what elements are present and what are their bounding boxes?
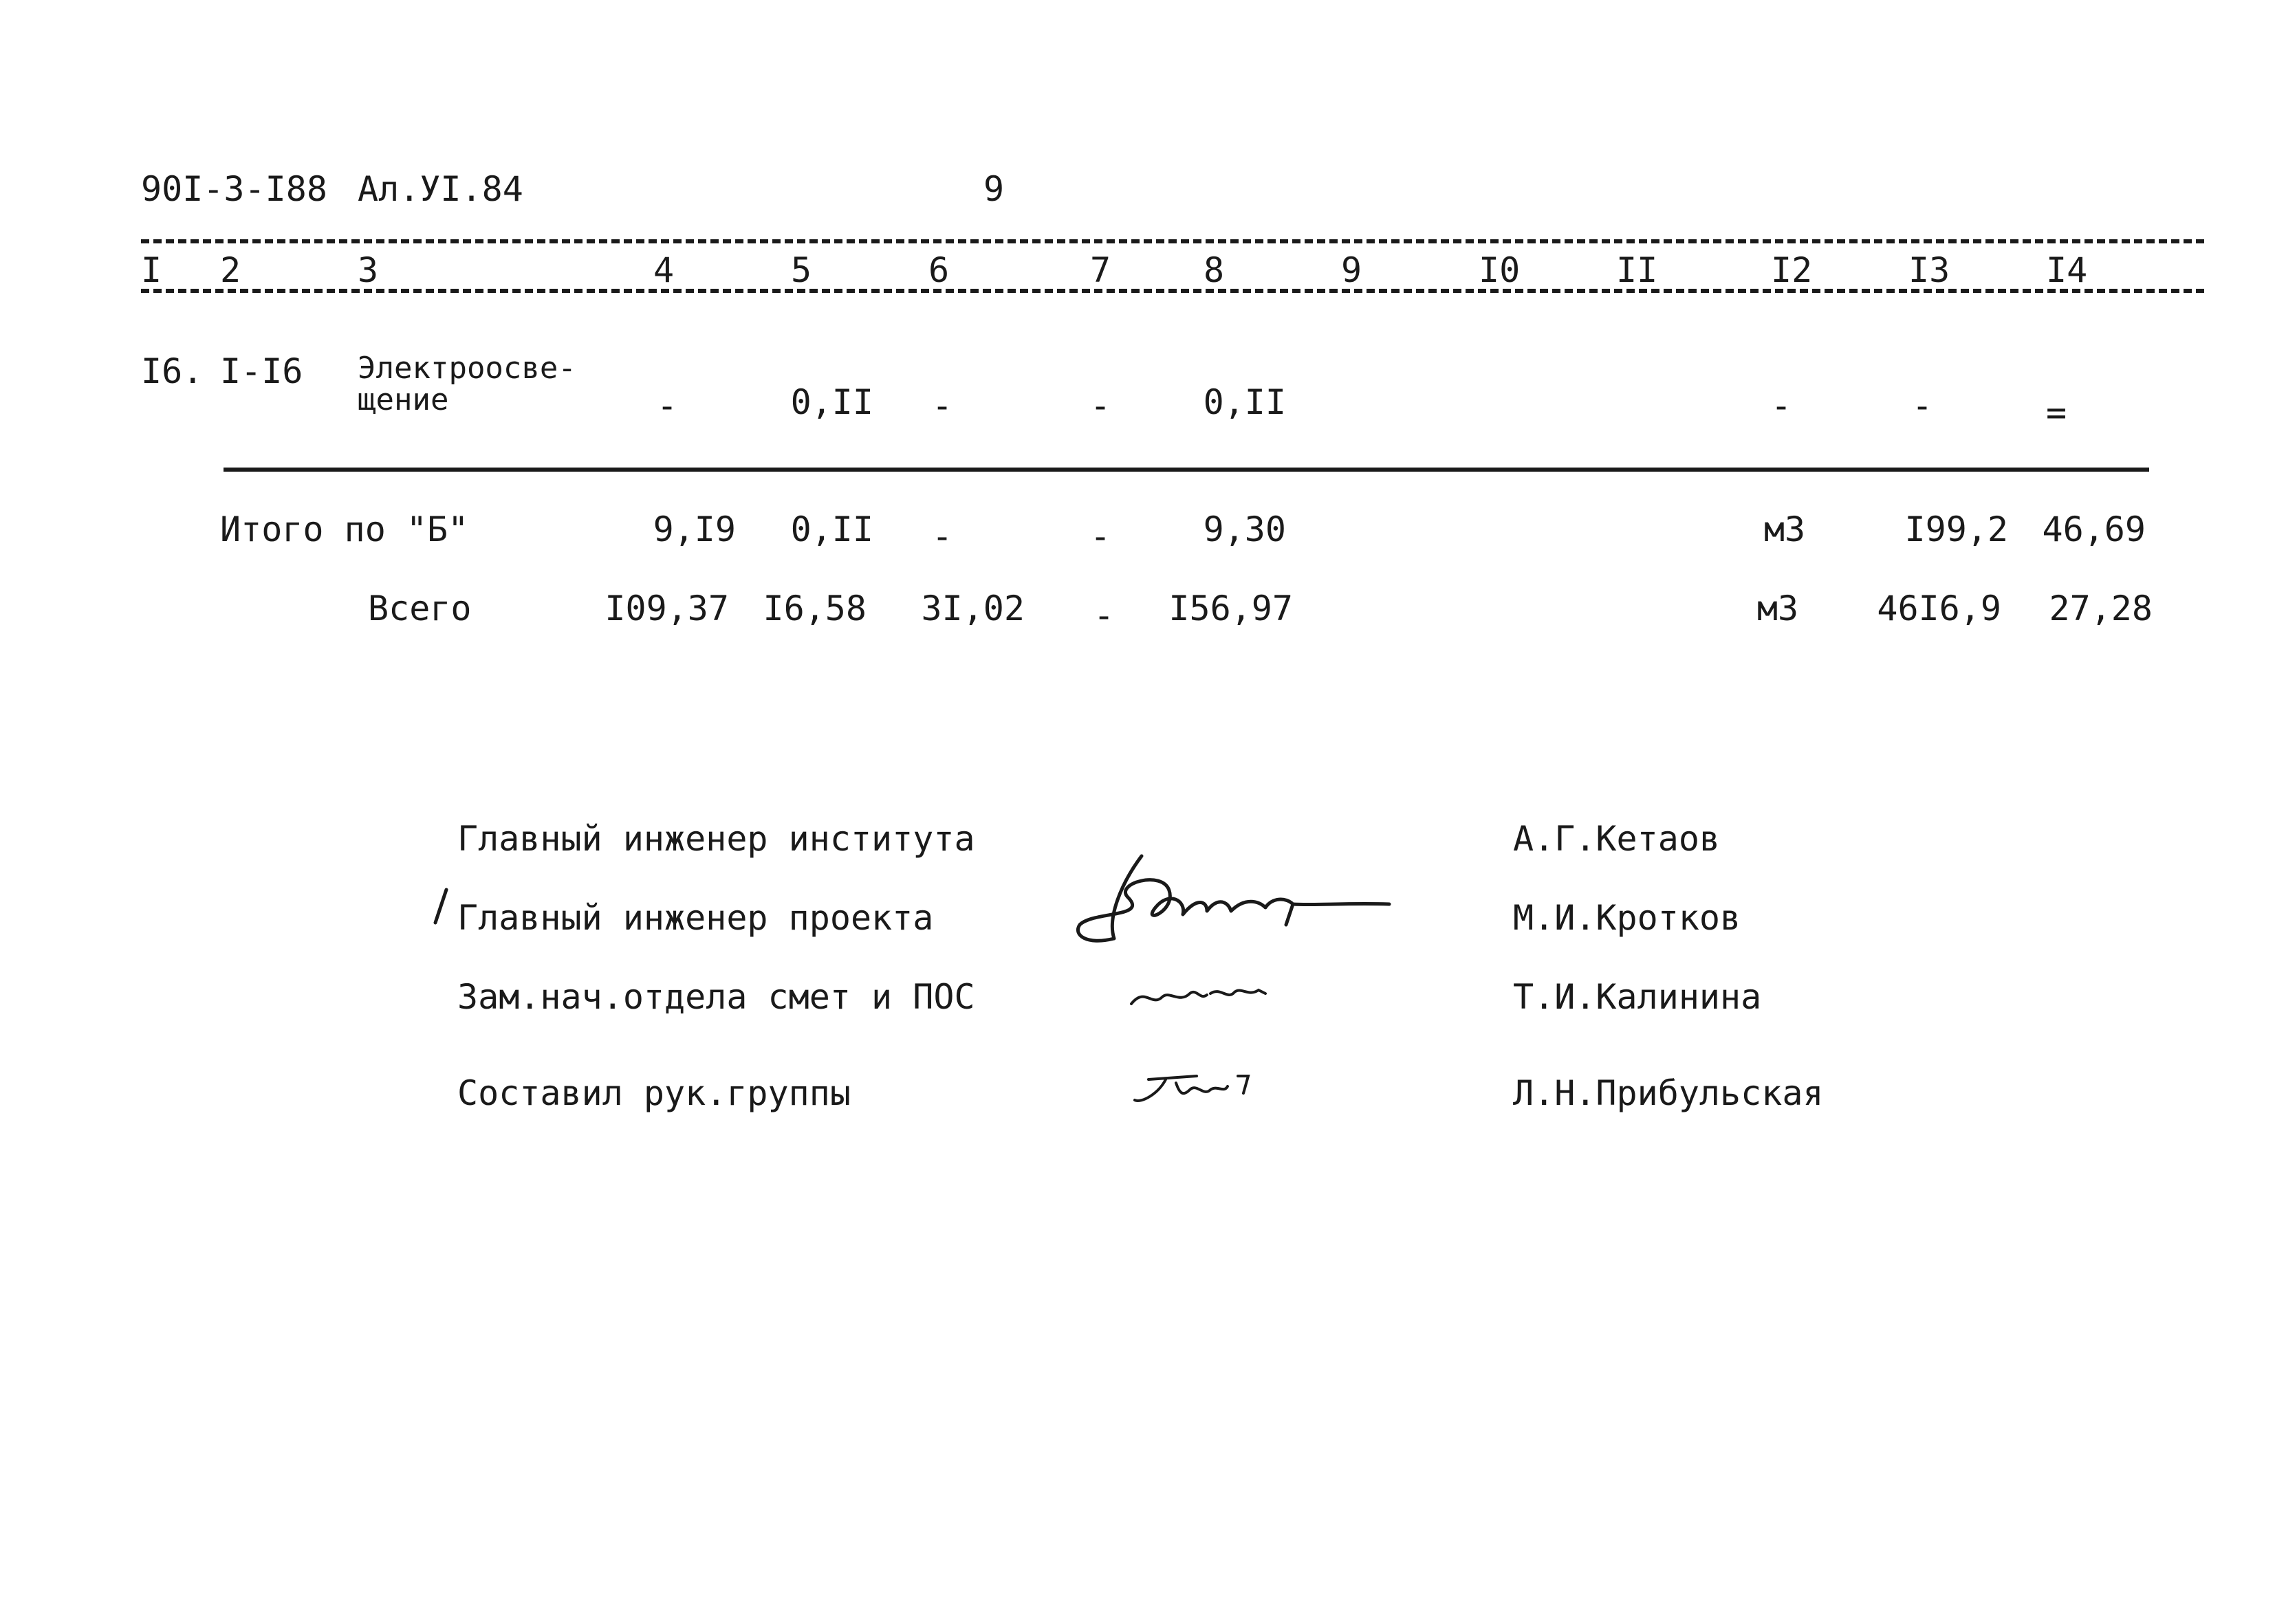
column-number: 6 (928, 250, 950, 290)
row-code: I-I6 (220, 351, 303, 391)
signature-name: Л.Н.Прибульская (1513, 1073, 1824, 1113)
header-rule-bottom (141, 289, 2204, 293)
tick-mark (430, 887, 450, 928)
total-label: Всего (368, 589, 472, 628)
subtotal-col13: I99,2 (1904, 509, 2008, 549)
total-col12: м3 (1756, 589, 1799, 628)
document-code: 90I-3-I88 (141, 169, 327, 209)
column-number: I (141, 250, 162, 290)
row-name-line2: щение (358, 382, 449, 417)
column-number: 3 (358, 250, 379, 290)
subtotal-col5: 0,II (790, 509, 873, 549)
cell-col7: - (1089, 386, 1111, 426)
column-number: 5 (791, 250, 812, 290)
signature-name: А.Г.Кетаов (1513, 819, 1721, 859)
column-number: II (1616, 250, 1658, 290)
total-col14: 27,28 (2049, 589, 2153, 628)
signature-role: Составил рук.группы (457, 1073, 851, 1113)
column-number: 9 (1341, 250, 1362, 290)
cell-col12: - (1770, 386, 1792, 426)
subtotal-col7: - (1089, 516, 1111, 556)
column-number: 7 (1090, 250, 1111, 290)
handwritten-signature-chief-engineer (1066, 842, 1396, 959)
column-number: 4 (653, 250, 675, 290)
total-col8: I56,97 (1168, 589, 1293, 628)
handwritten-signature-group-leader (1128, 1066, 1265, 1121)
column-number: 8 (1204, 250, 1225, 290)
signature-name: М.И.Кротков (1513, 898, 1741, 938)
cell-col8: 0,II (1203, 382, 1286, 422)
row-name-line1: Электроосве- (358, 351, 576, 386)
subtotal-col6: - (931, 516, 953, 556)
page-number: 9 (983, 169, 1005, 209)
header-rule-top (141, 239, 2204, 243)
signature-role: Зам.нач.отдела смет и ПОС (457, 977, 975, 1017)
subtotal-col12: м3 (1763, 509, 1806, 549)
total-col4: I09,37 (605, 589, 729, 628)
album-number: Ал.УI.84 (358, 169, 523, 209)
column-number: I2 (1771, 250, 1813, 290)
total-col6: 3I,02 (921, 589, 1025, 628)
signature-role: Главный инженер проекта (457, 898, 934, 938)
handwritten-signature-deputy-head (1124, 973, 1276, 1021)
subtotal-col14: 46,69 (2042, 509, 2146, 549)
total-col13: 46I6,9 (1877, 589, 2001, 628)
subtotal-col4: 9,I9 (653, 509, 736, 549)
subtotal-rule (224, 468, 2149, 472)
cell-col14: = (2045, 393, 2067, 432)
cell-col5: 0,II (790, 382, 873, 422)
cell-col4: - (656, 386, 678, 426)
column-number: I3 (1908, 250, 1950, 290)
signature-role: Главный инженер института (457, 819, 975, 859)
column-number: 2 (220, 250, 241, 290)
total-col7: - (1093, 595, 1115, 635)
subtotal-col8: 9,30 (1203, 509, 1286, 549)
cell-col6: - (931, 386, 953, 426)
column-number: I0 (1479, 250, 1521, 290)
cell-col13: - (1911, 386, 1933, 426)
row-number: I6. (141, 351, 204, 391)
total-col5: I6,58 (763, 589, 867, 628)
column-number: I4 (2046, 250, 2088, 290)
subtotal-label: Итого по "Б" (220, 509, 469, 549)
signature-name: Т.И.Калинина (1513, 977, 1762, 1017)
